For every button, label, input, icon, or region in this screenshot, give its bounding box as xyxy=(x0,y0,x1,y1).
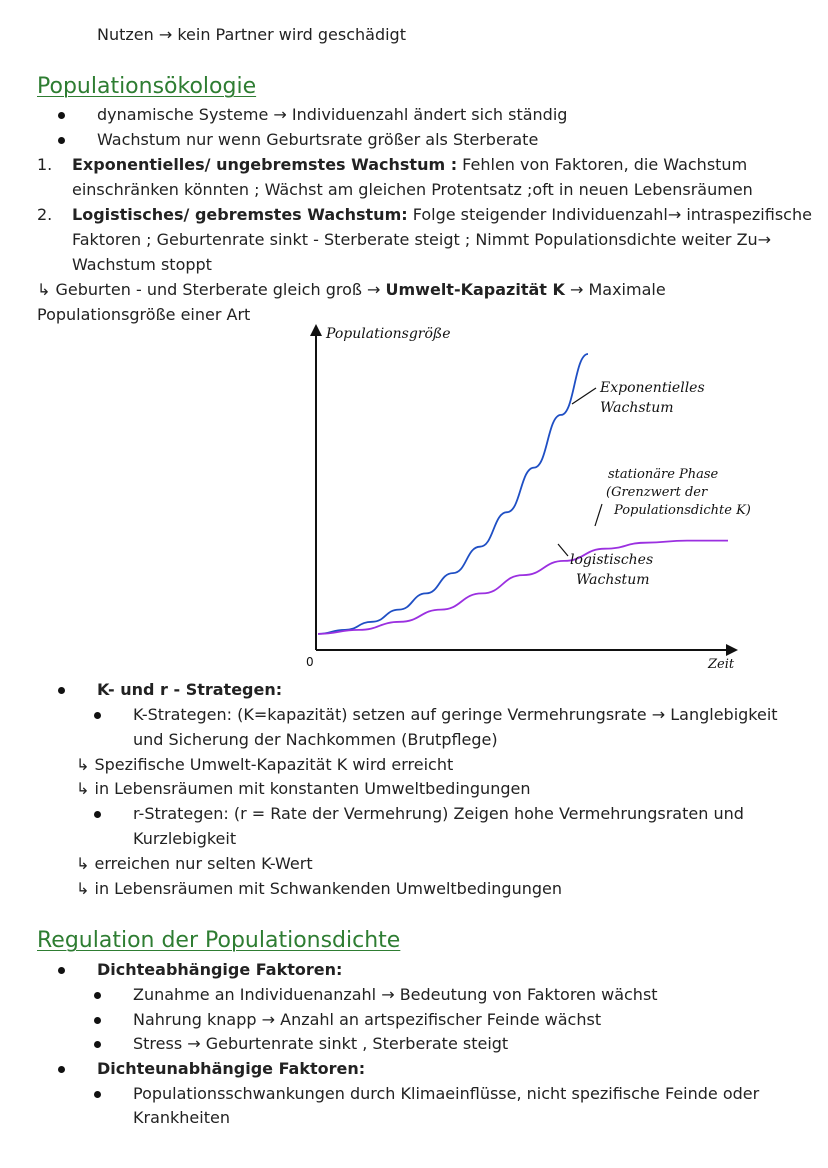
bullet-dot xyxy=(58,687,65,694)
bullet-dot xyxy=(94,1017,101,1024)
capacity-post: → Maximale xyxy=(564,280,666,299)
stationary-annotation-line2: (Grenzwert der xyxy=(606,485,708,500)
capacity-line xyxy=(37,280,666,299)
population-growth-chart xyxy=(290,318,760,678)
k-strategists-note2: ↳ in Lebensräumen mit konstanten Umweltbedingungen xyxy=(76,779,531,798)
density-dependent-item: Stress → Geburtenrate sinkt , Sterberate steigt xyxy=(133,1034,509,1053)
density-dependent-item: Zunahme an Individuenanzahl → Bedeutung von Faktoren wächst xyxy=(133,985,658,1004)
exp-annotation-line1: Exponentielles xyxy=(600,380,705,396)
section-title-populationsoekologie: Populationsökologie xyxy=(37,74,257,99)
r-strategists-line2: Kurzlebigkeit xyxy=(133,829,237,848)
item-logistic-line2: Faktoren ; Geburtenrate sinkt - Sterberate steigt ; Nimmt Populationsdichte weiter Zu→ xyxy=(72,230,772,249)
x-axis-arrow xyxy=(726,644,738,656)
exp-annotation-line2: Wachstum xyxy=(600,400,674,416)
density-independent-line2: Krankheiten xyxy=(133,1108,230,1127)
r-strategists-note2: ↳ in Lebensräumen mit Schwankenden Umweltbedingungen xyxy=(76,879,562,898)
r-strategists-line1: r-Strategen: (r = Rate der Vermehrung) Zeigen hohe Vermehrungsraten und xyxy=(133,804,744,823)
density-dependent-heading: Dichteabhängige Faktoren: xyxy=(97,960,343,979)
capacity-pre: ↳ Geburten - und Sterberate gleich groß → xyxy=(37,280,386,299)
y-axis-label: Populationsgröße xyxy=(326,326,451,342)
bullet-dot xyxy=(94,992,101,999)
bullet-dot xyxy=(58,112,65,119)
bullet-dot xyxy=(94,1091,101,1098)
bullet-dot xyxy=(58,967,65,974)
stationary-annotation-line1: stationäre Phase xyxy=(608,467,719,482)
section-title-regulation: Regulation der Populationsdichte xyxy=(37,928,401,953)
intro-line: Nutzen → kein Partner wird geschädigt xyxy=(97,25,406,44)
k-strategists-line1: K-Strategen: (K=kapazität) setzen auf geringe Vermehrungsrate → Langlebigkeit xyxy=(133,705,778,724)
item-exponential-term: Exponentielles/ ungebremstes Wachstum : xyxy=(72,155,458,174)
log-annotation-line1: logistisches xyxy=(570,552,654,568)
x-axis-label: Zeit xyxy=(708,657,735,672)
item-logistic-line1 xyxy=(72,205,812,224)
item-logistic-term: Logistisches/ gebremstes Wachstum: xyxy=(72,205,408,224)
k-strategists-line2: und Sicherung der Nachkommen (Brutpflege) xyxy=(133,730,498,749)
bullet-dot xyxy=(94,811,101,818)
origin-label: 0 xyxy=(306,655,314,669)
bullet-dot xyxy=(58,137,65,144)
item-exponential-line2: einschränken könnten ; Wächst am gleichen Protentsatz ;oft in neuen Lebensräumen xyxy=(72,180,753,199)
item-logistic-text: Folge steigender Individuenzahl→ intraspezifische xyxy=(407,205,812,224)
stationary-annotation-arrow xyxy=(595,504,602,526)
item-logistic-line3: Wachstum stoppt xyxy=(72,255,212,274)
bullet-dot xyxy=(94,712,101,719)
bullet-dynamic-systems: dynamische Systeme → Individuenzahl ändert sich ständig xyxy=(97,105,568,124)
k-strategists-note1: ↳ Spezifische Umwelt-Kapazität K wird erreicht xyxy=(76,755,454,774)
exponential-curve xyxy=(318,354,588,634)
item-exponential-text: Fehlen von Faktoren, die Wachstum xyxy=(457,155,748,174)
stationary-annotation-line3: Populationsdichte K) xyxy=(614,503,751,518)
density-dependent-item: Nahrung knapp → Anzahl an artspezifischer Feinde wächst xyxy=(133,1010,602,1029)
r-strategists-note1: ↳ erreichen nur selten K-Wert xyxy=(76,854,313,873)
bullet-dot xyxy=(94,1041,101,1048)
list-number-2: 2. xyxy=(37,205,53,224)
item-exponential-line1 xyxy=(72,155,747,174)
bullet-growth-condition: Wachstum nur wenn Geburtsrate größer als Sterberate xyxy=(97,130,539,149)
density-independent-heading: Dichteunabhängige Faktoren: xyxy=(97,1059,366,1078)
y-axis-arrow xyxy=(310,324,322,336)
log-annotation-line2: Wachstum xyxy=(576,572,650,588)
bullet-dot xyxy=(58,1066,65,1073)
log-annotation-arrow xyxy=(558,544,568,556)
density-independent-line1: Populationsschwankungen durch Klimaeinflüsse, nicht spezifische Feinde oder xyxy=(133,1084,760,1103)
list-number-1: 1. xyxy=(37,155,53,174)
capacity-term: Umwelt-Kapazität K xyxy=(385,280,565,299)
capacity-line2: Populationsgröße einer Art xyxy=(37,305,251,324)
exp-annotation-arrow xyxy=(572,388,596,404)
k-r-strategists-heading: K- und r - Strategen: xyxy=(97,680,283,699)
